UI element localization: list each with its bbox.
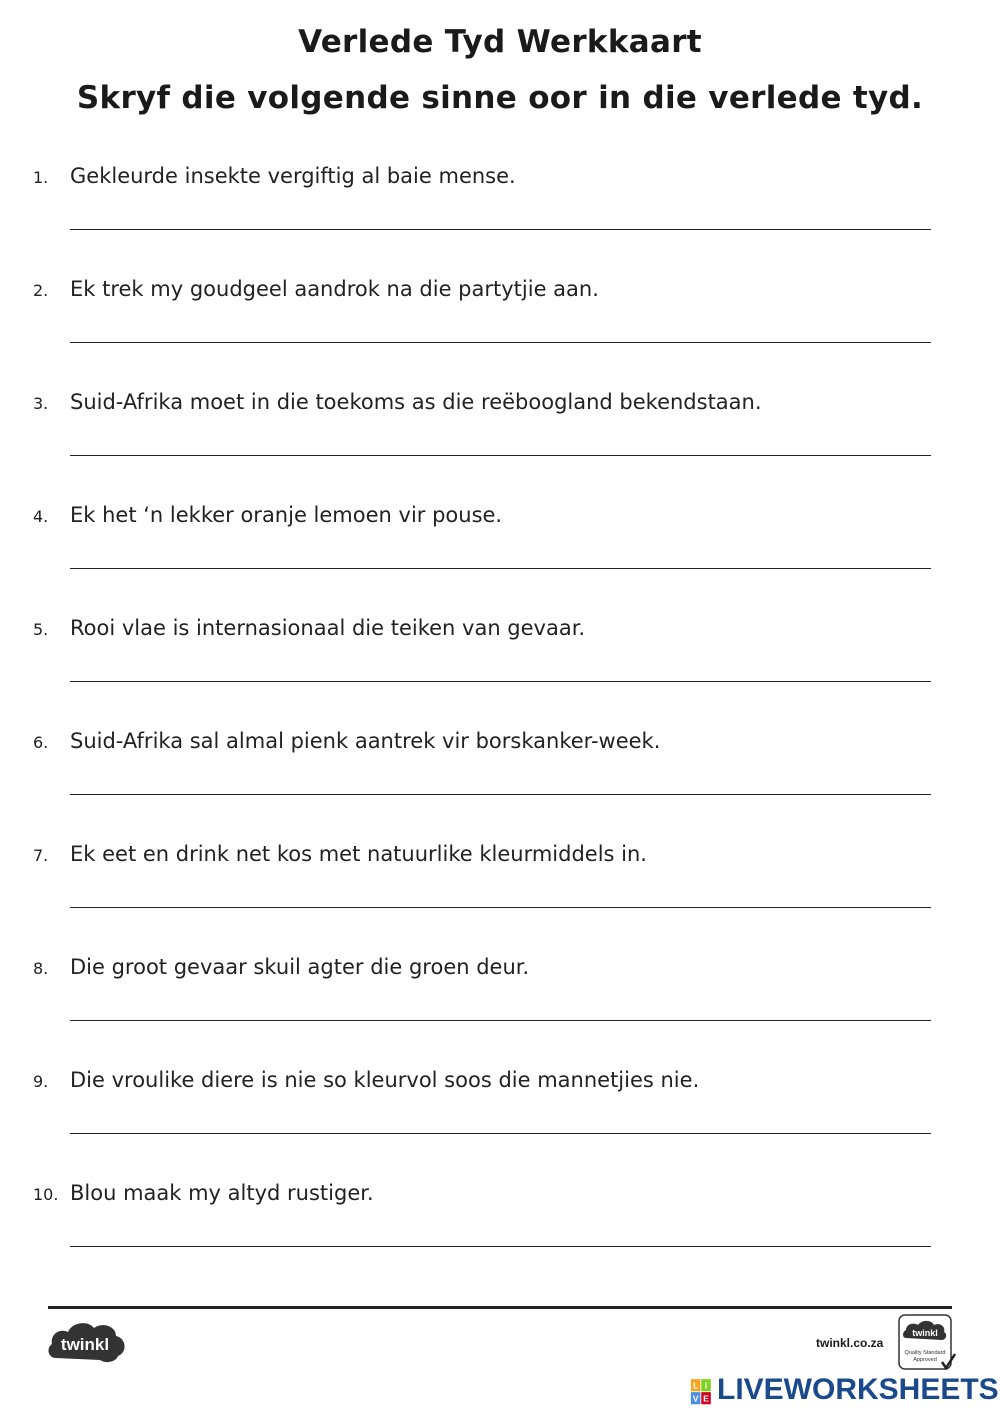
lw-icon-letter-3: V xyxy=(692,1393,699,1404)
question-number: 5. xyxy=(33,620,49,639)
question-item xyxy=(0,503,1000,616)
twinkl-logo xyxy=(46,1318,128,1364)
website-url[interactable]: twinkl.co.za xyxy=(816,1336,884,1350)
answer-line[interactable] xyxy=(70,455,931,456)
question-item xyxy=(0,955,1000,1068)
question-number: 1. xyxy=(33,168,49,187)
liveworksheets-icon xyxy=(690,1376,716,1410)
answer-line[interactable] xyxy=(70,1246,931,1247)
answer-line[interactable] xyxy=(70,568,931,569)
question-text: Suid-Afrika sal almal pienk aantrek vir borskanker-week. xyxy=(70,729,661,753)
quality-badge xyxy=(898,1314,956,1372)
answer-line[interactable] xyxy=(70,681,931,682)
twinkl-logo-text: twinkl xyxy=(60,1335,110,1354)
question-text: Die vroulike diere is nie so kleurvol soos die mannetjies nie. xyxy=(70,1068,700,1092)
answer-line[interactable] xyxy=(70,907,931,908)
question-text: Blou maak my altyd rustiger. xyxy=(70,1181,374,1205)
answer-line[interactable] xyxy=(70,342,931,343)
question-number: 9. xyxy=(33,1072,49,1091)
question-item xyxy=(0,164,1000,277)
answer-line[interactable] xyxy=(70,1020,931,1021)
question-item xyxy=(0,1068,1000,1181)
question-item xyxy=(0,277,1000,390)
question-number: 8. xyxy=(33,959,49,978)
question-item xyxy=(0,1181,1000,1294)
question-item xyxy=(0,842,1000,955)
worksheet-instruction: Skryf die volgende sinne oor in die verlede tyd. xyxy=(76,80,924,116)
question-number: 7. xyxy=(33,846,49,865)
liveworksheets-watermark[interactable]: LIVEWORKSHEETS xyxy=(717,1373,999,1406)
question-text: Ek eet en drink net kos met natuurlike kleurmiddels in. xyxy=(70,842,647,866)
badge-line-1: Quality Standard xyxy=(904,1350,946,1356)
question-number: 10. xyxy=(33,1185,59,1204)
answer-line[interactable] xyxy=(70,794,931,795)
badge-logo-text: twinkl xyxy=(912,1328,938,1338)
question-text: Ek het ‘n lekker oranje lemoen vir pouse. xyxy=(70,503,503,527)
answer-line[interactable] xyxy=(70,1133,931,1134)
worksheet-title: Verlede Tyd Werkkaart xyxy=(298,24,702,60)
question-text: Die groot gevaar skuil agter die groen deur. xyxy=(70,955,530,979)
lw-icon-letter-4: E xyxy=(703,1393,709,1404)
question-text: Gekleurde insekte vergiftig al baie mense. xyxy=(70,164,516,188)
question-number: 3. xyxy=(33,394,49,413)
question-item xyxy=(0,390,1000,503)
lw-icon-letter-1: L xyxy=(692,1380,699,1391)
question-number: 2. xyxy=(33,281,49,300)
question-text: Ek trek my goudgeel aandrok na die partytjie aan. xyxy=(70,277,599,301)
question-item xyxy=(0,729,1000,842)
question-item xyxy=(0,616,1000,729)
question-number: 6. xyxy=(33,733,49,752)
badge-line-2: Approved xyxy=(913,1357,937,1363)
question-number: 4. xyxy=(33,507,49,526)
answer-line[interactable] xyxy=(70,229,931,230)
footer-divider xyxy=(48,1306,952,1309)
question-text: Suid-Afrika moet in die toekoms as die reëboogland bekendstaan. xyxy=(70,390,762,414)
lw-icon-letter-2: I xyxy=(704,1380,708,1391)
question-text: Rooi vlae is internasionaal die teiken van gevaar. xyxy=(70,616,586,640)
